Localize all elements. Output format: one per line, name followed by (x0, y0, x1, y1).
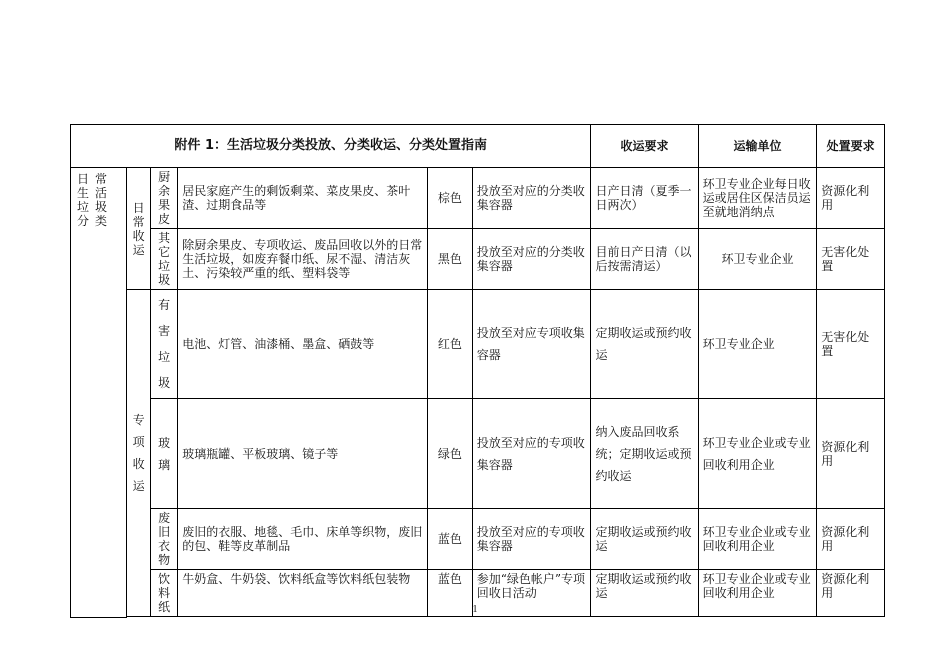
table-row (71, 509, 885, 570)
row-transport: 环卫专业企业或专业回收利用企业 (698, 399, 817, 509)
row-transport: 环卫专业企业 (698, 290, 817, 399)
row-name: 厨余果皮 (158, 170, 171, 226)
header-row (71, 125, 885, 168)
row-dispose: 资源化利用 (817, 399, 885, 509)
row-color: 红色 (428, 290, 473, 399)
table-row (71, 168, 885, 229)
row-collect: 定期收运或预约收运 (591, 509, 698, 570)
table-row (71, 229, 885, 290)
row-items: 玻璃瓶罐、平板玻璃、镜子等 (178, 399, 428, 509)
row-transport: 环卫专业企业或专业回收利用企业 (698, 509, 817, 570)
row-name: 玻璃 (158, 435, 171, 472)
row-dispose: 资源化利用 (817, 509, 885, 570)
row-name: 有害垃圾 (158, 298, 171, 390)
row-put: 投放至对应的专项收集容器 (472, 509, 591, 570)
row-collect: 纳入废品回收系统；定期收运或预约收运 (591, 399, 698, 509)
row-items: 居民家庭产生的剩饭剩菜、菜皮果皮、茶叶渣、过期食品等 (178, 168, 428, 229)
guide-table (70, 124, 885, 618)
page-number: 1 (472, 604, 478, 615)
row-name: 其它垃圾 (158, 231, 171, 287)
row-put: 投放至对应的分类收集容器 (472, 168, 591, 229)
row-name-cell (151, 229, 178, 290)
column-header-dispose: 处置要求 (817, 125, 885, 168)
row-put: 参加“绿色帐户”专项回收日活动 (472, 570, 591, 617)
row-name-cell (151, 399, 178, 509)
row-transport: 环卫专业企业每日收运或居住区保洁员运至就地消纳点 (698, 168, 817, 229)
table-row (71, 399, 885, 509)
row-collect: 目前日产日清（以后按需清运） (591, 229, 698, 290)
row-name: 饮料纸 (158, 572, 171, 614)
row-color: 绿色 (428, 399, 473, 509)
spacer-cell (127, 617, 885, 618)
spacer-row (71, 617, 885, 618)
row-name-cell (151, 290, 178, 399)
row-items: 除厨余果皮、专项收运、废品回收以外的日常生活垃圾，如废弃餐巾纸、尿不湿、清洁灰土、污染较严重的纸、塑料袋等 (178, 229, 428, 290)
row-name-cell (151, 168, 178, 229)
row-put: 投放至对应的分类收集容器 (472, 229, 591, 290)
row-items: 牛奶盒、牛奶袋、饮料纸盒等饮料纸包装物 (178, 570, 428, 617)
column-header-collect: 收运要求 (591, 125, 698, 168)
row-collect: 定期收运或预约收运 (591, 570, 698, 617)
group-special-label: 专项收运 (132, 413, 145, 493)
document-title: 附件 1：生活垃圾分类投放、分类收运、分类处置指南 (71, 125, 591, 168)
row-dispose: 无害化处置 (817, 290, 885, 399)
table-row (71, 290, 885, 399)
row-color: 蓝色 (428, 570, 473, 617)
row-dispose: 资源化利用 (817, 570, 885, 617)
row-dispose: 无害化处置 (817, 229, 885, 290)
row-name-cell (151, 509, 178, 570)
group-daily-cell (127, 168, 151, 290)
row-items: 电池、灯管、油漆桶、墨盒、硒鼓等 (178, 290, 428, 399)
group-special-cell (127, 290, 151, 617)
row-items: 废旧的衣服、地毯、毛巾、床单等织物，废旧的包、鞋等皮革制品 (178, 509, 428, 570)
row-name: 废旧衣物 (158, 511, 171, 567)
group-daily-label: 日常收运 (132, 200, 145, 257)
row-color: 棕色 (428, 168, 473, 229)
row-dispose: 资源化利用 (817, 168, 885, 229)
row-put: 投放至对应的专项收集容器 (472, 399, 591, 509)
row-collect: 定期收运或预约收运 (591, 290, 698, 399)
row-transport: 环卫专业企业 (698, 229, 817, 290)
row-put: 投放至对应专项收集容器 (472, 290, 591, 399)
row-color: 蓝色 (428, 509, 473, 570)
column-header-transport: 运输单位 (698, 125, 817, 168)
row-transport: 环卫专业企业或专业回收利用企业 (698, 570, 817, 617)
category-cell: 日常生活垃圾分类 (71, 168, 127, 618)
guide-document (70, 124, 885, 614)
row-collect: 日产日清（夏季一日两次） (591, 168, 698, 229)
row-color: 黑色 (428, 229, 473, 290)
